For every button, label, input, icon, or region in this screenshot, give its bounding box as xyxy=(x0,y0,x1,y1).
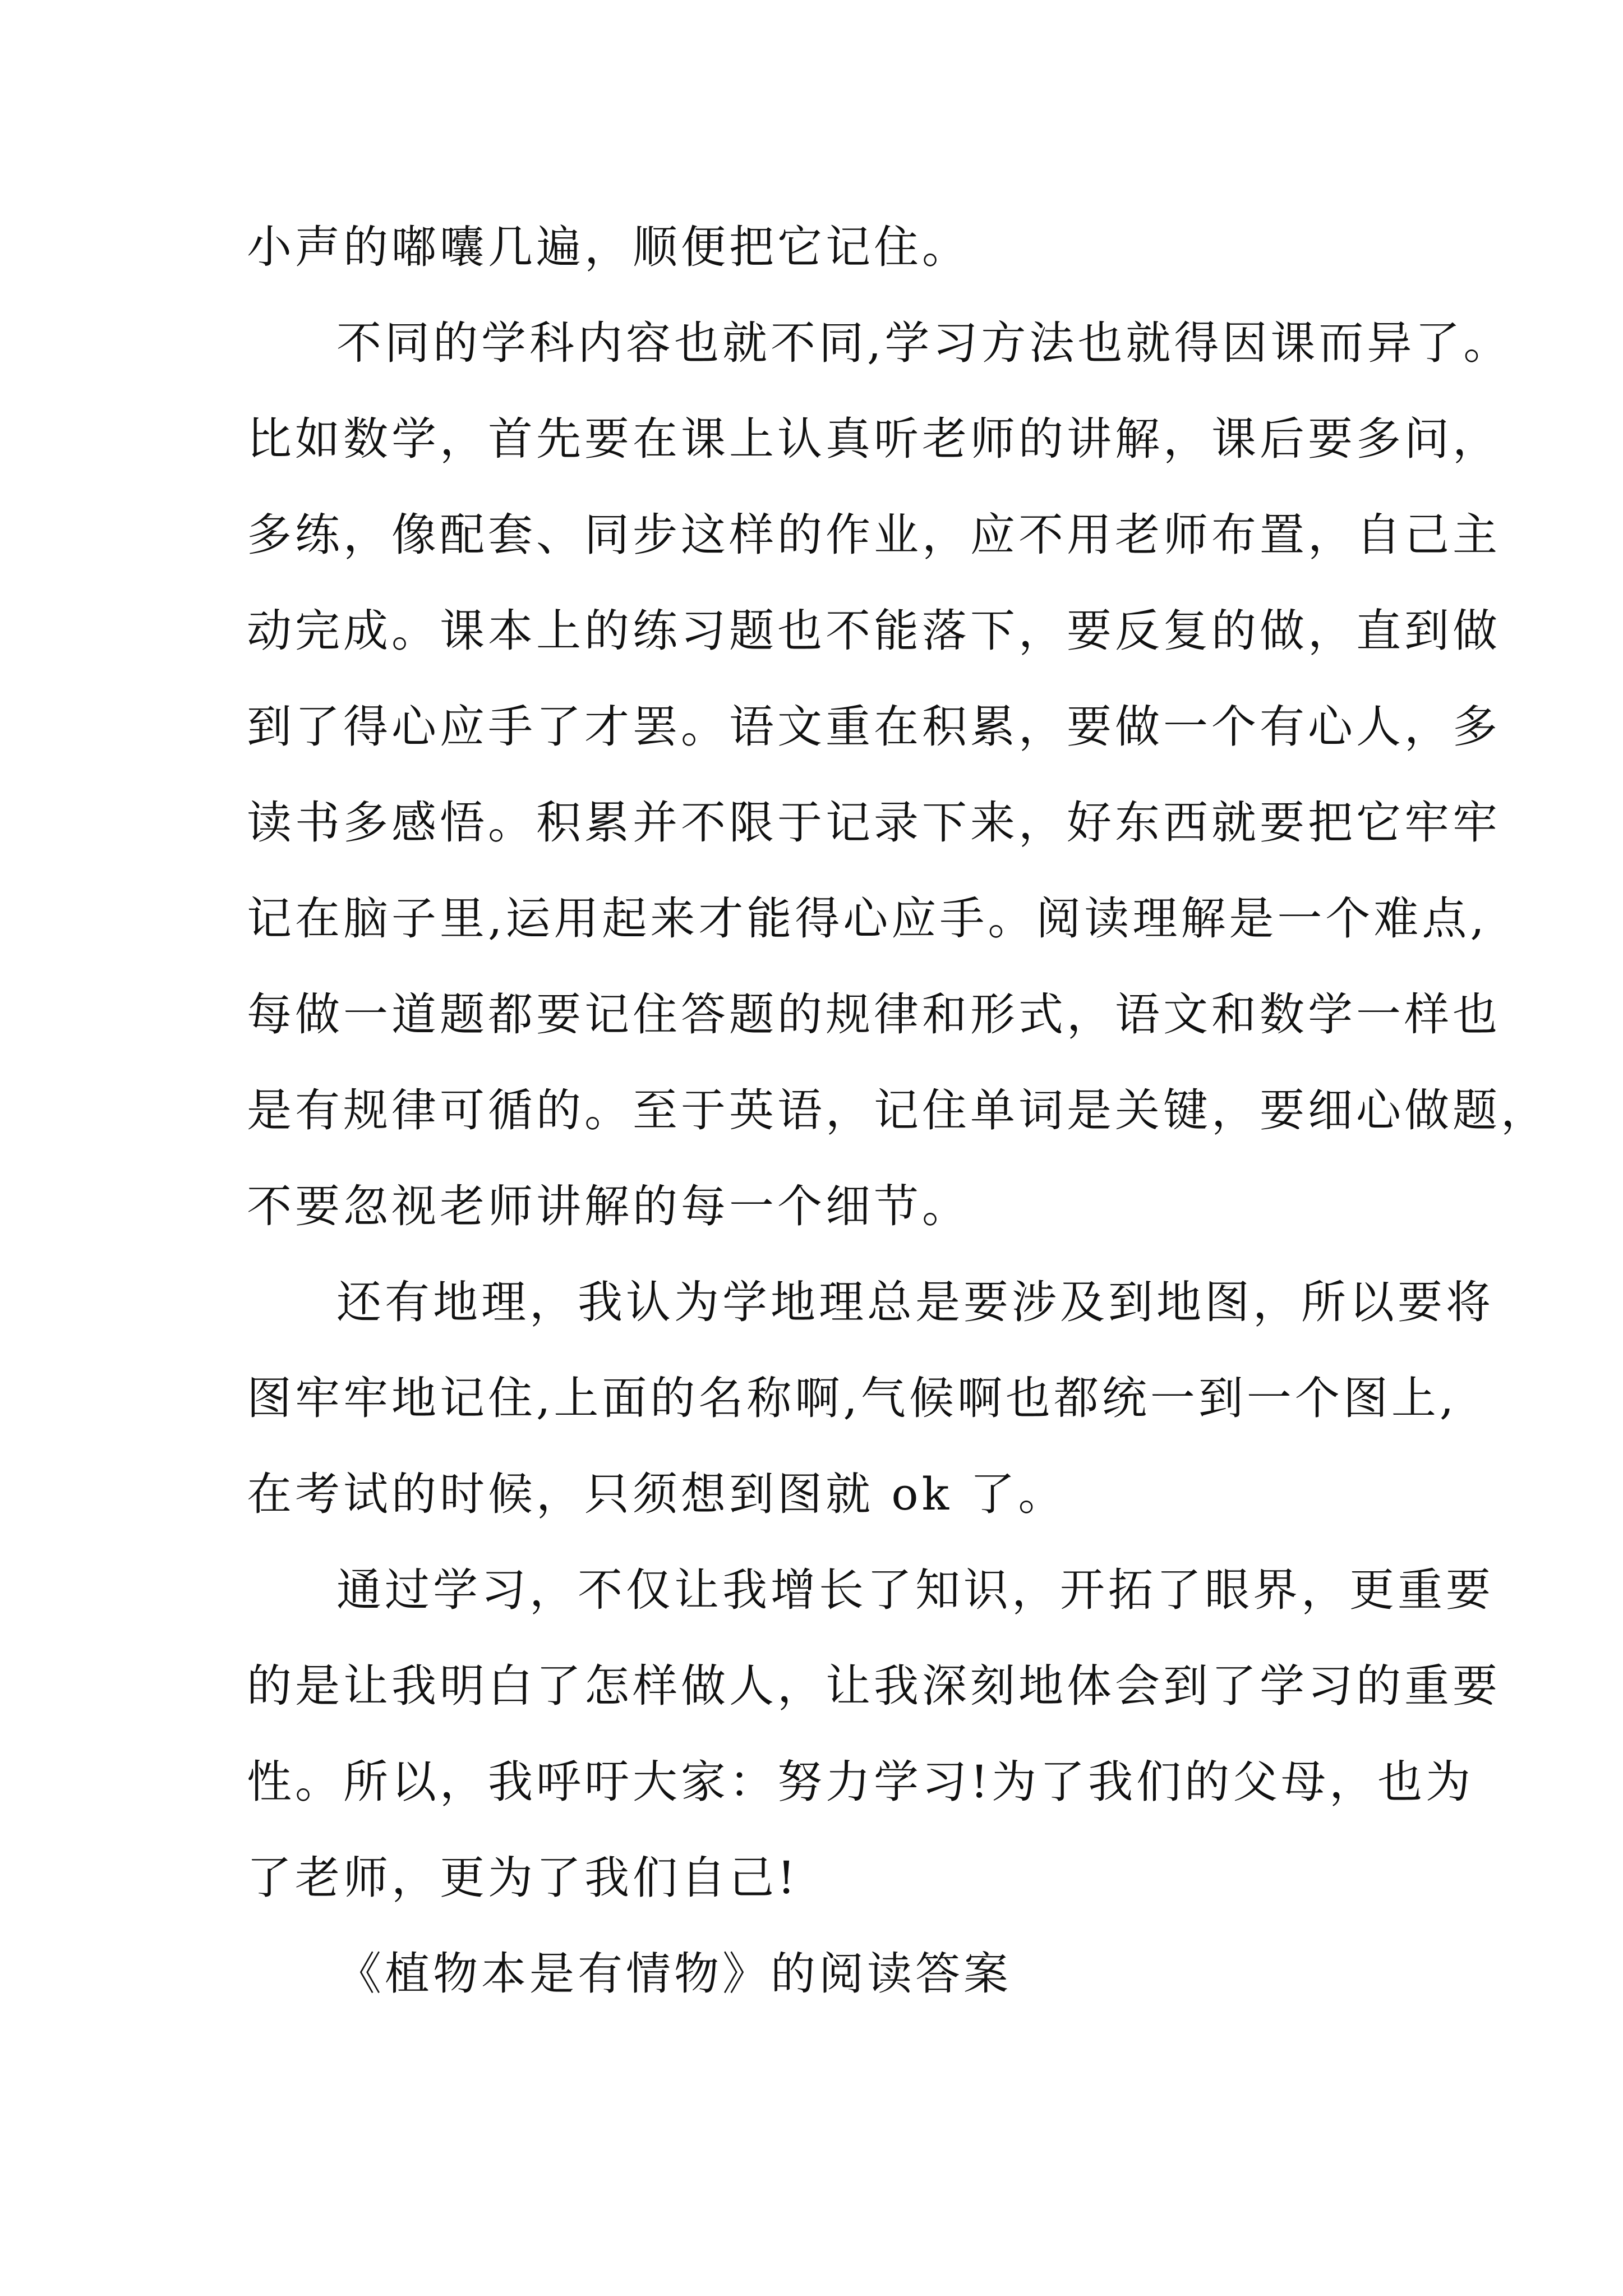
text-line-14: 在考试的时候，只须想到图就 ok 了。 xyxy=(247,1468,1067,1520)
text-line-7: 读书多感悟。积累并不限于记录下来，好东西就要把它牢牢 xyxy=(247,797,1501,849)
text-line-5: 动完成。课本上的练习题也不能落下，要反复的做，直到做 xyxy=(247,605,1501,657)
text-line-2: 不同的学科内容也就不同,学习方法也就得因课而异了。 xyxy=(336,317,1512,369)
section-heading: 《植物本是有情物》的阅读答案 xyxy=(336,1948,1012,2000)
text-line-4: 多练，像配套、同步这样的作业，应不用老师布置，自己主 xyxy=(247,509,1501,561)
text-line-13: 图牢牢地记住,上面的名称啊,气候啊也都统一到一个图上, xyxy=(247,1372,1458,1424)
text-line-9: 每做一道题都要记住答题的规律和形式，语文和数学一样也 xyxy=(247,988,1501,1041)
text-line-6: 到了得心应手了才罢。语文重在积累，要做一个有心人，多 xyxy=(247,701,1501,753)
text-line-3: 比如数学，首先要在课上认真听老师的讲解，课后要多问， xyxy=(247,413,1501,465)
text-line-15: 通过学习，不仅让我增长了知识，开拓了眼界，更重要 xyxy=(336,1564,1494,1616)
text-line-12: 还有地理，我认为学地理总是要涉及到地图，所以要将 xyxy=(336,1276,1494,1328)
text-line-16: 的是让我明白了怎样做人，让我深刻地体会到了学习的重要 xyxy=(247,1660,1501,1712)
text-line-18: 了老师，更为了我们自己! xyxy=(247,1852,799,1904)
text-line-11: 不要忽视老师讲解的每一个细节。 xyxy=(247,1180,970,1232)
document-body xyxy=(247,199,1549,2022)
text-line-17: 性。所以，我呼吁大家：努力学习!为了我们的父母，也为 xyxy=(247,1756,1474,1808)
text-line-1: 小声的嘟囔几遍，顺便把它记住。 xyxy=(247,221,970,273)
text-line-10: 是有规律可循的。至于英语，记住单词是关键，要细心做题， xyxy=(247,1084,1549,1137)
text-line-8: 记在脑子里,运用起来才能得心应手。阅读理解是一个难点, xyxy=(247,892,1488,945)
